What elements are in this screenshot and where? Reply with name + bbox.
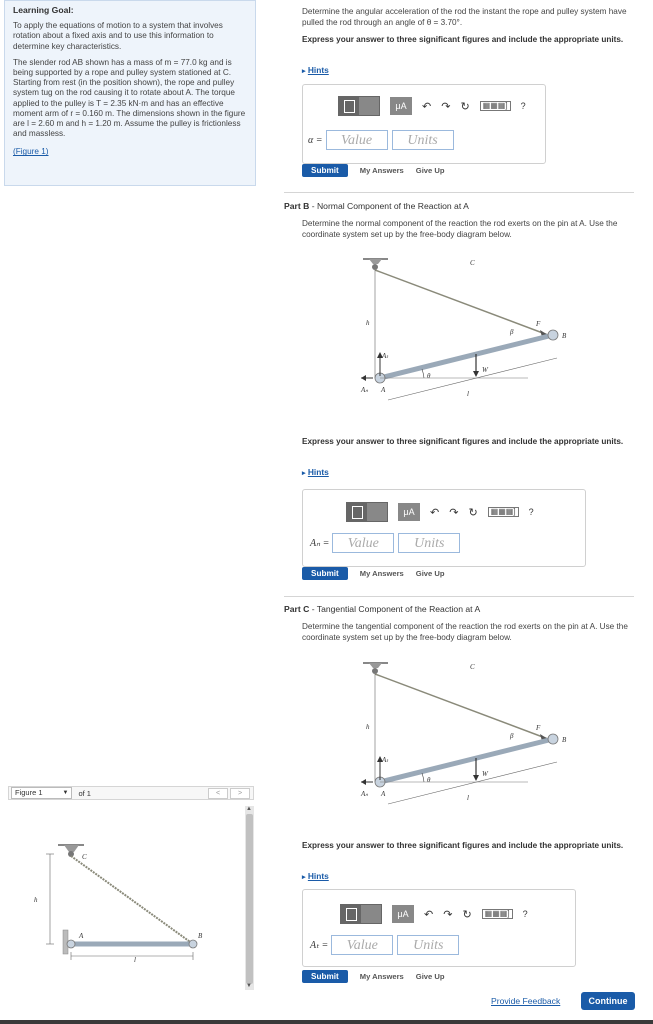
svg-text:A: A (381, 790, 386, 798)
part-b-submit-button[interactable]: Submit (302, 567, 348, 580)
part-a-hints-link[interactable]: ▸ Hints (302, 65, 329, 75)
part-c-input-row (310, 935, 463, 955)
svg-text:W: W (482, 366, 488, 374)
svg-text:θ: θ (427, 372, 431, 380)
pin-support-a (63, 930, 75, 954)
svg-text:Aₜ: Aₜ (382, 352, 389, 360)
help-icon[interactable]: ? (528, 507, 534, 517)
part-b-free-body-diagram (358, 250, 588, 415)
label-h: h (34, 896, 38, 904)
part-c-var-label: Aₜ = (310, 939, 329, 951)
figure-count: of 1 (78, 788, 91, 798)
part-a-actions (302, 164, 444, 177)
mu-symbols-icon[interactable]: μA (392, 905, 414, 923)
svg-text:β: β (510, 732, 514, 740)
part-c-toolbar (340, 904, 528, 924)
svg-text:β: β (510, 328, 514, 336)
caret-right-icon: ▸ (302, 68, 306, 75)
part-c-value-input[interactable]: Value (331, 935, 393, 955)
continue-button[interactable]: Continue (581, 992, 635, 1010)
provide-feedback-link[interactable]: Provide Feedback (491, 996, 561, 1006)
svg-text:F: F (536, 724, 541, 732)
svg-text:B: B (562, 736, 567, 744)
figure-prev-button[interactable]: < (208, 788, 228, 799)
figure-link[interactable]: (Figure 1) (13, 147, 49, 157)
bottom-edge (0, 1020, 653, 1024)
dimension-h (46, 854, 54, 944)
figure-toolbar (8, 786, 254, 800)
part-b-input-row (310, 533, 464, 553)
right-column (278, 0, 653, 1024)
part-c-actions (302, 970, 444, 983)
part-b-give-up-link[interactable]: Give Up (415, 569, 445, 578)
mu-symbols-icon[interactable]: μA (390, 97, 412, 115)
svg-text:C: C (470, 259, 475, 267)
part-a-my-answers-link[interactable]: My Answers (359, 166, 404, 175)
part-c-title: Part C - Tangential Component of the Reaction at A (284, 604, 481, 614)
part-a-give-up-link[interactable]: Give Up (415, 166, 445, 175)
svg-text:Aₙ: Aₙ (361, 386, 369, 394)
figure-next-button[interactable]: > (230, 788, 250, 799)
problem-statement: The slender rod AB shown has a mass of m = 77.0 kg and is being supported by a rope and pulley system stationed at C. Starting from rest (in the position shown), the rope and pulley system tug on the rod causing it to rotate about A. The torque applied to the pulley is T = 2.35 kN·m and has an effective moment arm of r = 0.160 m. The dimensions shown in the figure are l = 2.60 m and h = 1.20 m. Assume the pulley is frictionless and massless. (13, 57, 246, 139)
part-b-express: Express your answer to three significant figures and include the appropriate units. (302, 437, 624, 446)
part-c-express: Express your answer to three significant figures and include the appropriate units. (302, 841, 624, 850)
part-a-toolbar (338, 96, 526, 116)
reset-icon[interactable]: ↻ (460, 100, 470, 113)
divider (284, 192, 634, 193)
svg-text:C: C (470, 663, 475, 671)
reset-icon[interactable]: ↻ (462, 908, 472, 921)
part-b-answer-box (302, 489, 586, 567)
dimension-l (71, 952, 193, 960)
divider (284, 596, 634, 597)
part-c-units-input[interactable]: Units (397, 935, 459, 955)
svg-text:W: W (482, 770, 488, 778)
part-b-units-input[interactable]: Units (398, 533, 460, 553)
label-l: l (134, 956, 136, 964)
chevron-down-icon: ▼ (62, 790, 69, 796)
figure-select[interactable] (11, 787, 72, 799)
part-b-actions (302, 567, 444, 580)
part-a-var-label: α = (308, 134, 323, 146)
figure-pager (208, 788, 250, 799)
part-a-value-input[interactable]: Value (326, 130, 388, 150)
svg-text:Aₜ: Aₜ (382, 756, 389, 764)
label-a: A (79, 932, 84, 940)
part-b-toolbar (346, 502, 534, 522)
scroll-up-icon[interactable]: ▲ (246, 806, 252, 812)
part-c-hints-link[interactable]: ▸ Hints (302, 871, 329, 881)
label-b: B (198, 932, 203, 940)
part-b-title: Part B - Normal Component of the Reaction at A (284, 201, 469, 211)
mu-symbols-icon[interactable]: μA (398, 503, 420, 521)
part-c-give-up-link[interactable]: Give Up (415, 972, 445, 981)
ceiling-support (58, 845, 84, 857)
part-c-submit-button[interactable]: Submit (302, 970, 348, 983)
caret-right-icon: ▸ (302, 470, 306, 477)
template-icon[interactable] (340, 904, 382, 924)
redo-icon[interactable]: ↷ (443, 908, 453, 921)
label-c: C (82, 853, 87, 861)
reset-icon[interactable]: ↻ (468, 506, 478, 519)
svg-text:h: h (366, 319, 370, 327)
part-a-question: Determine the angular acceleration of the rod the instant the rope and pulley system have pulled the rod through an angle of θ = 3.70°. (302, 7, 627, 27)
part-c-my-answers-link[interactable]: My Answers (359, 972, 404, 981)
help-icon[interactable]: ? (520, 101, 526, 111)
part-c-question: Determine the tangential component of the reaction the rod exerts on the pin at A. Use the coordinate system set up by the free-body diagram below. (302, 622, 628, 642)
svg-text:A: A (381, 386, 386, 394)
keyboard-icon[interactable]: ▦▦▦] (482, 909, 513, 919)
part-b-hints-link[interactable]: ▸ Hints (302, 467, 329, 477)
redo-icon[interactable]: ↷ (449, 506, 459, 519)
svg-text:F: F (536, 320, 541, 328)
left-column (0, 0, 258, 1024)
scroll-down-icon[interactable]: ▼ (246, 983, 252, 989)
part-b-question: Determine the normal component of the reaction the rod exerts on the pin at A. Use the coordinate system set up by the free-body diagram below. (302, 219, 618, 239)
part-b-value-input[interactable]: Value (332, 533, 394, 553)
rope (71, 856, 193, 944)
keyboard-icon[interactable]: ▦▦▦] (488, 507, 519, 517)
part-a-express: Express your answer to three significant figures and include the appropriate units. (302, 35, 624, 44)
part-a-input-row (308, 130, 458, 150)
undo-icon[interactable]: ↶ (422, 100, 432, 113)
figure-select-value: Figure 1 (15, 788, 43, 797)
figure-scroll-thumb[interactable] (246, 814, 253, 984)
part-b-my-answers-link[interactable]: My Answers (359, 569, 404, 578)
part-c-free-body-diagram (358, 654, 588, 819)
learning-goal-intro: To apply the equations of motion to a system that involves rotation about a fixed axis and to use this information to determine key characteristics. (13, 21, 223, 51)
help-icon[interactable]: ? (522, 909, 528, 919)
part-a-submit-button[interactable]: Submit (302, 164, 348, 177)
undo-icon[interactable]: ↶ (424, 908, 434, 921)
undo-icon[interactable]: ↶ (430, 506, 440, 519)
figure-1-diagram (8, 806, 246, 988)
svg-text:Aₙ: Aₙ (361, 790, 369, 798)
svg-text:B: B (562, 332, 567, 340)
part-b-var-label: Aₙ = (310, 537, 330, 549)
svg-text:l: l (467, 794, 469, 802)
learning-goal-heading: Learning Goal: (13, 5, 74, 15)
caret-right-icon: ▸ (302, 874, 306, 881)
learning-goal-panel (4, 0, 256, 186)
svg-text:θ: θ (427, 776, 431, 784)
template-icon[interactable] (338, 96, 380, 116)
svg-text:l: l (467, 390, 469, 398)
keyboard-icon[interactable]: ▦▦▦] (480, 101, 511, 111)
template-icon[interactable] (346, 502, 388, 522)
svg-text:h: h (366, 723, 370, 731)
part-a-units-input[interactable]: Units (392, 130, 454, 150)
redo-icon[interactable]: ↷ (441, 100, 451, 113)
